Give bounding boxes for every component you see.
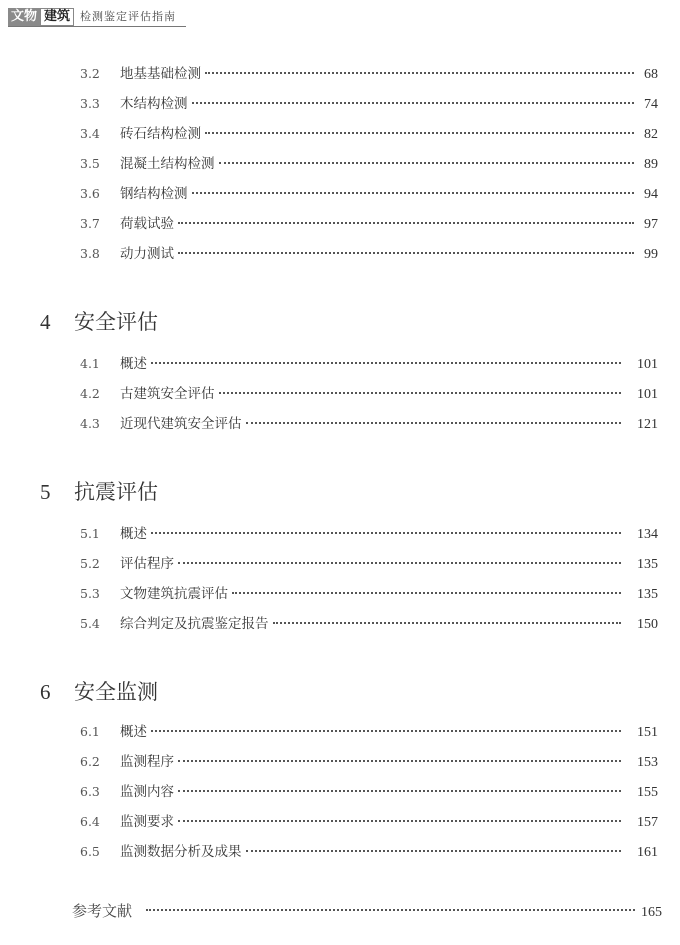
dot-leader [246,422,622,424]
entry-page: 151 [637,725,658,740]
entry-number: 6.5 [80,844,100,859]
entry-page: 150 [637,617,658,632]
toc-entry[interactable] [80,812,658,832]
toc-entry[interactable] [80,614,658,634]
dot-leader [232,592,621,594]
entry-page: 161 [637,845,658,860]
chapter-number: 4 [40,310,51,334]
entry-title: 荷载试验 [120,216,174,232]
entry-number: 5.1 [80,526,100,541]
entry-number: 3.6 [80,186,100,201]
dot-leader [219,162,635,164]
toc-entry[interactable] [80,752,658,772]
chapter-heading[interactable] [40,306,158,336]
dot-leader [192,192,635,194]
dot-leader [151,532,621,534]
toc-entry[interactable] [80,722,658,742]
dot-leader [178,252,634,254]
entry-page: 135 [637,587,658,602]
book-title: 检测鉴定评估指南 [80,10,177,23]
entry-page: 68 [644,67,658,82]
entry-number: 3.5 [80,156,100,171]
dot-leader [178,820,621,822]
entry-number: 6.2 [80,754,100,769]
dot-leader [246,850,622,852]
entry-title: 砖石结构检测 [120,126,201,142]
series-badge-wenwu: 文物 [8,8,40,26]
toc-entry[interactable] [80,184,658,204]
dot-leader [151,362,621,364]
entry-title: 监测要求 [120,814,174,830]
toc-entry[interactable] [80,584,658,604]
entry-page: 94 [644,187,658,202]
toc-entry[interactable] [80,384,658,404]
references-page: 165 [641,905,662,920]
entry-page: 157 [637,815,658,830]
dot-leader [205,132,634,134]
running-header [8,8,186,27]
entry-title: 概述 [120,724,147,740]
entry-number: 5.2 [80,556,100,571]
toc-entry[interactable] [80,414,658,434]
entry-title: 近现代建筑安全评估 [120,416,242,432]
references-entry[interactable] [72,900,662,922]
entry-page: 135 [637,557,658,572]
chapter-heading[interactable] [40,476,158,506]
dot-leader [146,909,635,911]
entry-title: 综合判定及抗震鉴定报告 [120,616,269,632]
dot-leader [178,562,621,564]
entry-page: 153 [637,755,658,770]
chapter-title: 抗震评估 [74,480,158,504]
toc-entry[interactable] [80,524,658,544]
entry-title: 监测数据分析及成果 [120,844,242,860]
toc-entry[interactable] [80,124,658,144]
toc-entry[interactable] [80,554,658,574]
dot-leader [205,72,634,74]
toc-entry[interactable] [80,64,658,84]
chapter-title: 安全监测 [74,680,158,704]
dot-leader [178,760,621,762]
entry-title: 钢结构检测 [120,186,188,202]
entry-number: 3.8 [80,246,100,261]
entry-title: 监测程序 [120,754,174,770]
entry-number: 3.2 [80,66,100,81]
toc-entry[interactable] [80,354,658,374]
dot-leader [151,730,621,732]
dot-leader [219,392,622,394]
toc-entry[interactable] [80,154,658,174]
dot-leader [192,102,635,104]
chapter-title: 安全评估 [74,310,158,334]
entry-title: 动力测试 [120,246,174,262]
entry-page: 82 [644,127,658,142]
entry-number: 3.4 [80,126,100,141]
entry-page: 74 [644,97,658,112]
references-title: 参考文献 [72,902,133,920]
entry-page: 97 [644,217,658,232]
dot-leader [178,222,634,224]
entry-number: 4.2 [80,386,100,401]
series-badge-jianzhu: 建筑 [40,8,74,26]
toc-entry[interactable] [80,782,658,802]
entry-title: 概述 [120,356,147,372]
entry-title: 木结构检测 [120,96,188,112]
entry-number: 5.3 [80,586,100,601]
entry-title: 混凝土结构检测 [120,156,215,172]
entry-title: 古建筑安全评估 [120,386,215,402]
chapter-number: 6 [40,680,51,704]
entry-page: 101 [637,387,658,402]
entry-page: 134 [637,527,658,542]
toc-entry[interactable] [80,244,658,264]
toc-entry[interactable] [80,94,658,114]
entry-number: 6.1 [80,724,100,739]
chapter-heading[interactable] [40,676,158,706]
entry-title: 地基基础检测 [120,66,201,82]
entry-page: 99 [644,247,658,262]
dot-leader [178,790,621,792]
chapter-number: 5 [40,480,51,504]
entry-number: 6.4 [80,814,100,829]
toc-entry[interactable] [80,214,658,234]
entry-page: 121 [637,417,658,432]
entry-number: 3.7 [80,216,100,231]
entry-number: 5.4 [80,616,100,631]
toc-entry[interactable] [80,842,658,862]
entry-number: 4.1 [80,356,100,371]
entry-title: 监测内容 [120,784,174,800]
entry-page: 101 [637,357,658,372]
entry-page: 155 [637,785,658,800]
entry-title: 文物建筑抗震评估 [120,586,228,602]
entry-title: 概述 [120,526,147,542]
dot-leader [273,622,622,624]
entry-number: 3.3 [80,96,100,111]
entry-title: 评估程序 [120,556,174,572]
entry-page: 89 [644,157,658,172]
entry-number: 6.3 [80,784,100,799]
entry-number: 4.3 [80,416,100,431]
